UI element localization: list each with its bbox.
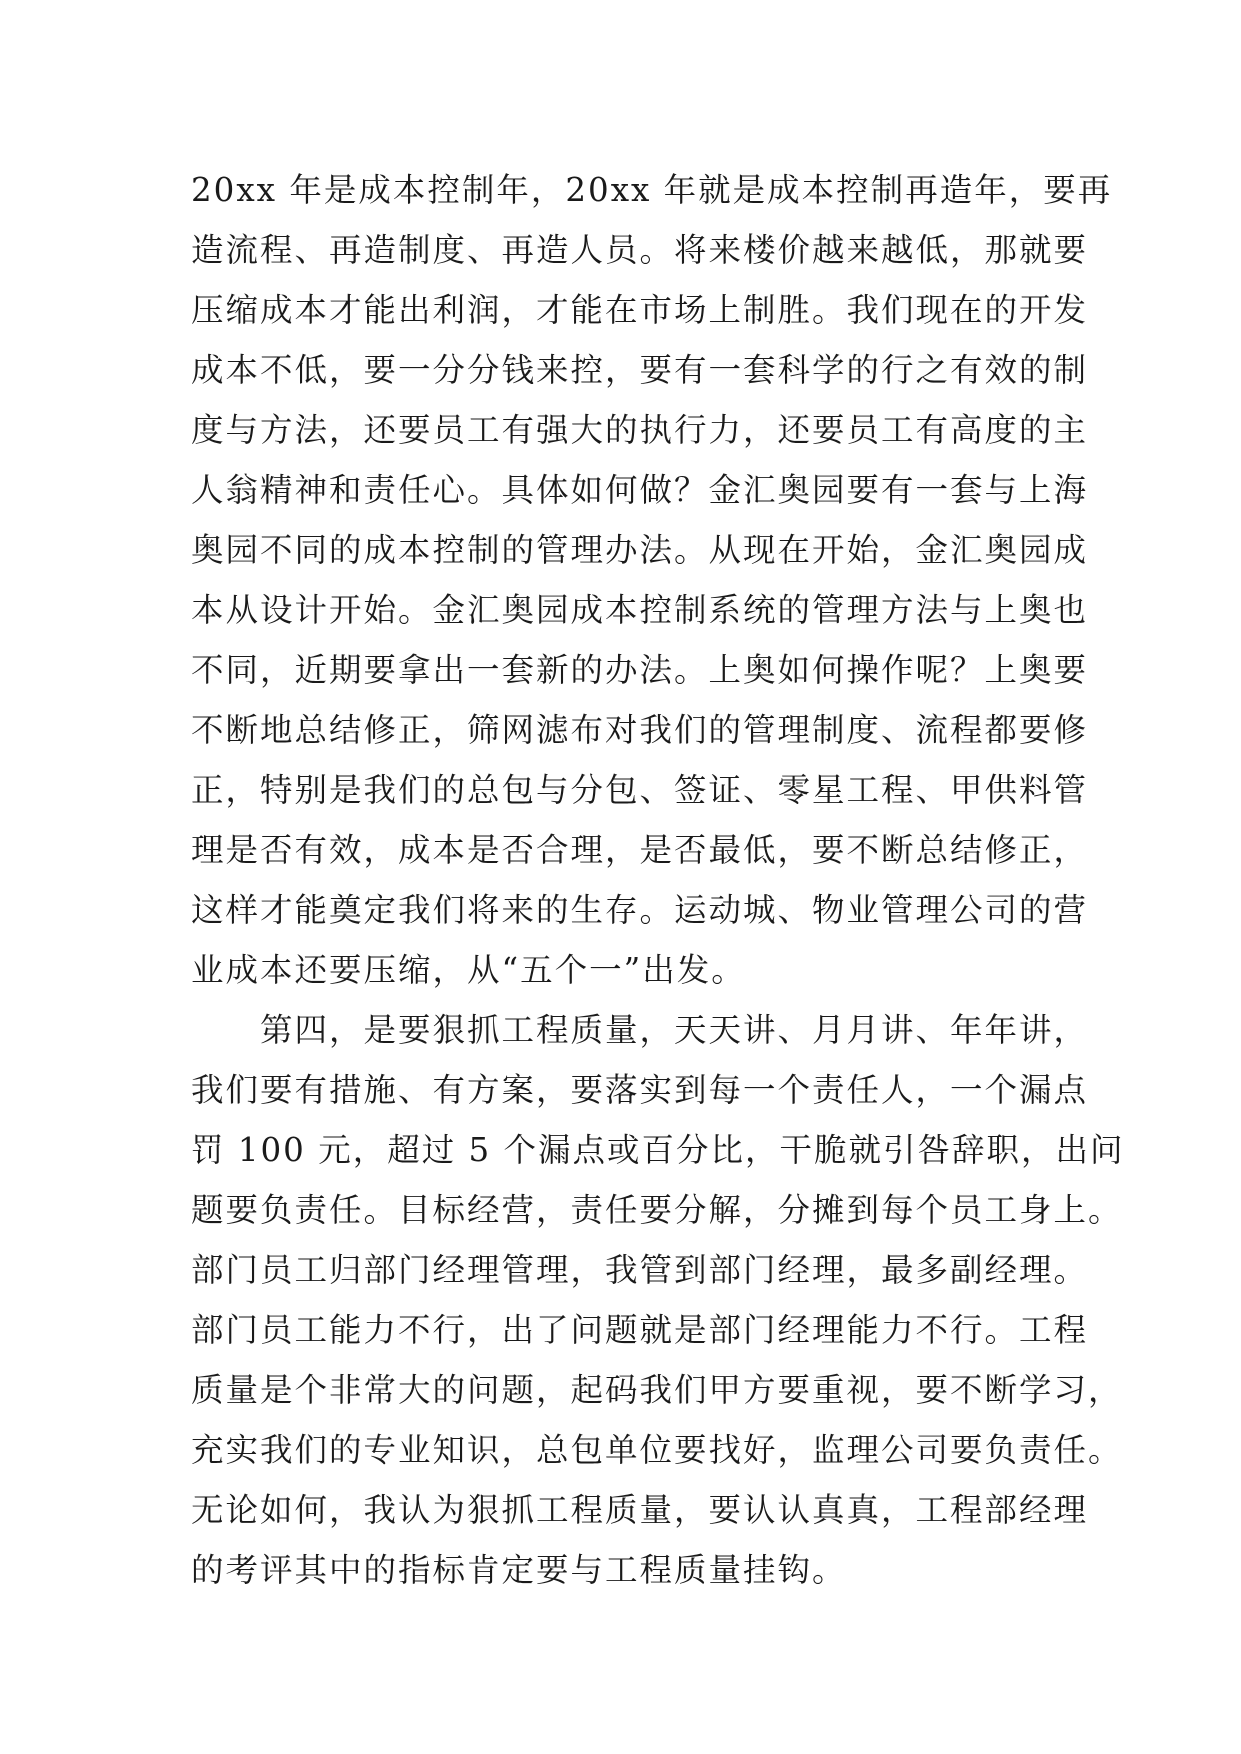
paragraph-2 — [191, 1000, 1125, 1600]
text-line: 罚 100 元，超过 5 个漏点或百分比，干脆就引咎辞职，出问 — [191, 1131, 1125, 1169]
text-line: 部门员工能力不行，出了问题就是部门经理能力不行。工程 — [191, 1311, 1089, 1349]
text-line: 本从设计开始。金汇奥园成本控制系统的管理方法与上奥也 — [191, 591, 1089, 629]
text-line: 我们要有措施、有方案，要落实到每一个责任人，一个漏点 — [191, 1071, 1089, 1109]
text-line: 理是否有效，成本是否合理，是否最低，要不断总结修正， — [191, 831, 1089, 869]
text-line: 业成本还要压缩，从“五个一”出发。 — [191, 951, 746, 989]
text-line: 的考评其中的指标肯定要与工程质量挂钩。 — [191, 1551, 847, 1589]
text-line: 第四，是要狠抓工程质量，天天讲、月月讲、年年讲， — [260, 1011, 1089, 1049]
text-line: 造流程、再造制度、再造人员。将来楼价越来越低，那就要 — [191, 231, 1089, 269]
text-line: 这样才能奠定我们将来的生存。运动城、物业管理公司的营 — [191, 891, 1089, 929]
text-line: 度与方法，还要员工有强大的执行力，还要员工有高度的主 — [191, 411, 1089, 449]
document-body — [191, 160, 1125, 1600]
text-line: 部门员工归部门经理管理，我管到部门经理，最多副经理。 — [191, 1251, 1089, 1289]
text-line: 质量是个非常大的问题，起码我们甲方要重视，要不断学习， — [191, 1371, 1123, 1409]
text-line: 正，特别是我们的总包与分包、签证、零星工程、甲供料管 — [191, 771, 1089, 809]
text-line: 成本不低，要一分分钱来控，要有一套科学的行之有效的制 — [191, 351, 1089, 389]
text-line: 充实我们的专业知识，总包单位要找好，监理公司要负责任。 — [191, 1431, 1123, 1469]
text-line: 题要负责任。目标经营，责任要分解，分摊到每个员工身上。 — [191, 1191, 1123, 1229]
text-line: 奥园不同的成本控制的管理办法。从现在开始，金汇奥园成 — [191, 531, 1089, 569]
paragraph-1 — [191, 160, 1113, 1000]
text-line: 不同，近期要拿出一套新的办法。上奥如何操作呢？上奥要 — [191, 651, 1089, 689]
text-line: 人翁精神和责任心。具体如何做？金汇奥园要有一套与上海 — [191, 471, 1089, 509]
text-line: 压缩成本才能出利润，才能在市场上制胜。我们现在的开发 — [191, 291, 1089, 329]
text-line: 20xx 年是成本控制年，20xx 年就是成本控制再造年，要再 — [191, 171, 1113, 209]
text-line: 无论如何，我认为狠抓工程质量，要认认真真，工程部经理 — [191, 1491, 1089, 1529]
text-line: 不断地总结修正，筛网滤布对我们的管理制度、流程都要修 — [191, 711, 1089, 749]
